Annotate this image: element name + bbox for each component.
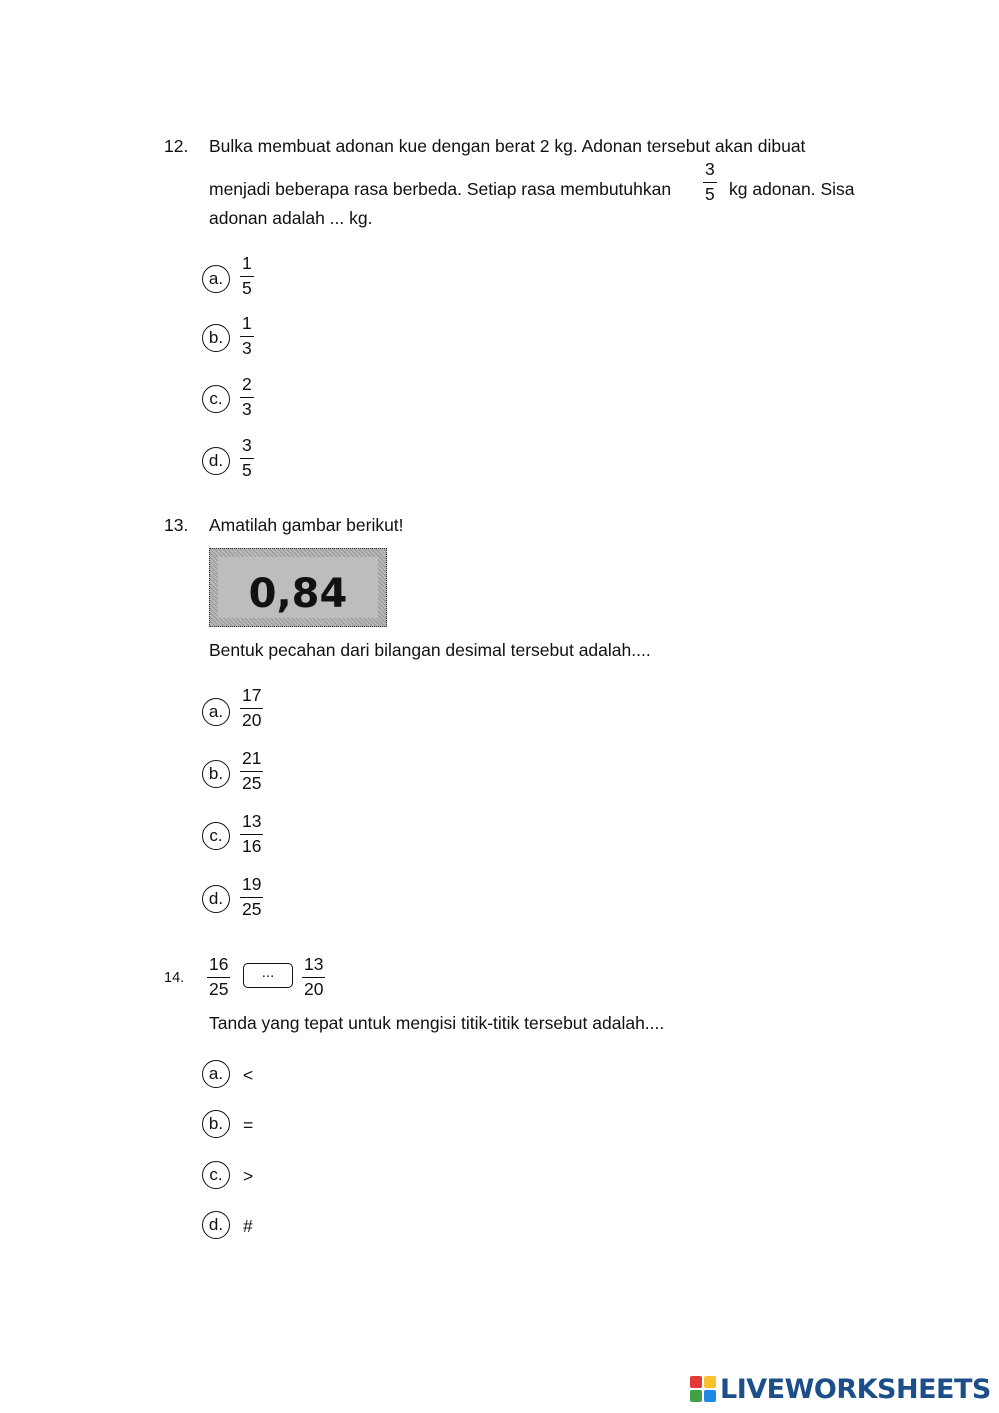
option-value: < [243, 1065, 254, 1085]
liveworksheets-logo [690, 1374, 991, 1404]
choice-circle[interactable]: c. [202, 385, 230, 413]
inline-fraction: $\frac{3}{5}$ [705, 159, 715, 204]
left-fraction: $\frac{16}{25}$ [209, 954, 229, 999]
question-number: 14. [164, 970, 185, 986]
choice-circle[interactable]: a. [202, 1060, 230, 1088]
choice-circle[interactable]: a. [202, 698, 230, 726]
option-value: # [243, 1216, 253, 1236]
option-value: > [243, 1166, 254, 1186]
choice-circle[interactable]: c. [202, 822, 230, 850]
option-fraction: $\frac{19}{25}$ [242, 874, 262, 919]
question-instruction: Amatilah gambar berikut! [209, 515, 404, 535]
logo-square [690, 1390, 702, 1402]
option-fraction: $\frac{1}{5}$ [242, 253, 252, 298]
question-text: Bentuk pecahan dari bilangan desimal tersebut adalah.... [209, 640, 651, 660]
option-fraction: $\frac{17}{20}$ [242, 685, 262, 730]
option-fraction: $\frac{1}{3}$ [242, 313, 252, 358]
option-fraction: $\frac{2}{3}$ [242, 374, 252, 419]
logo-square [704, 1376, 716, 1388]
decimal-image [209, 548, 387, 627]
choice-circle[interactable]: b. [202, 1110, 230, 1138]
question-number: 12. [164, 136, 189, 156]
choice-circle[interactable]: b. [202, 324, 230, 352]
choice-circle[interactable]: d. [202, 447, 230, 475]
logo-icon [690, 1376, 716, 1402]
question-number: 13. [164, 515, 189, 535]
logo-square [690, 1376, 702, 1388]
choice-circle[interactable]: d. [202, 1211, 230, 1239]
logo-text: LIVEWORKSHEETS [720, 1373, 991, 1405]
question-text-line1: Bulka membuat adonan kue dengan berat 2 kg. Adonan tersebut akan dibuat [209, 136, 806, 156]
blank-input-box[interactable]: ... [243, 963, 293, 988]
right-fraction: $\frac{13}{20}$ [304, 954, 324, 999]
choice-circle[interactable]: c. [202, 1161, 230, 1189]
logo-square [704, 1390, 716, 1402]
decimal-value: 0,84 [248, 571, 348, 617]
question-text: Tanda yang tepat untuk mengisi titik-titik tersebut adalah.... [209, 1013, 665, 1033]
decimal-image-inner [218, 557, 378, 618]
option-fraction: $\frac{13}{16}$ [242, 811, 262, 856]
question-text-line2: menjadi beberapa rasa berbeda. Setiap rasa membutuhkan [209, 179, 672, 199]
option-fraction: $\frac{21}{25}$ [242, 748, 262, 793]
choice-circle[interactable]: d. [202, 885, 230, 913]
choice-circle[interactable]: a. [202, 265, 230, 293]
option-value: = [243, 1115, 254, 1135]
option-fraction: $\frac{3}{5}$ [242, 435, 252, 480]
question-text-line3: adonan adalah ... kg. [209, 208, 373, 228]
choice-circle[interactable]: b. [202, 760, 230, 788]
question-text-line2-end: kg adonan. Sisa [729, 179, 855, 199]
